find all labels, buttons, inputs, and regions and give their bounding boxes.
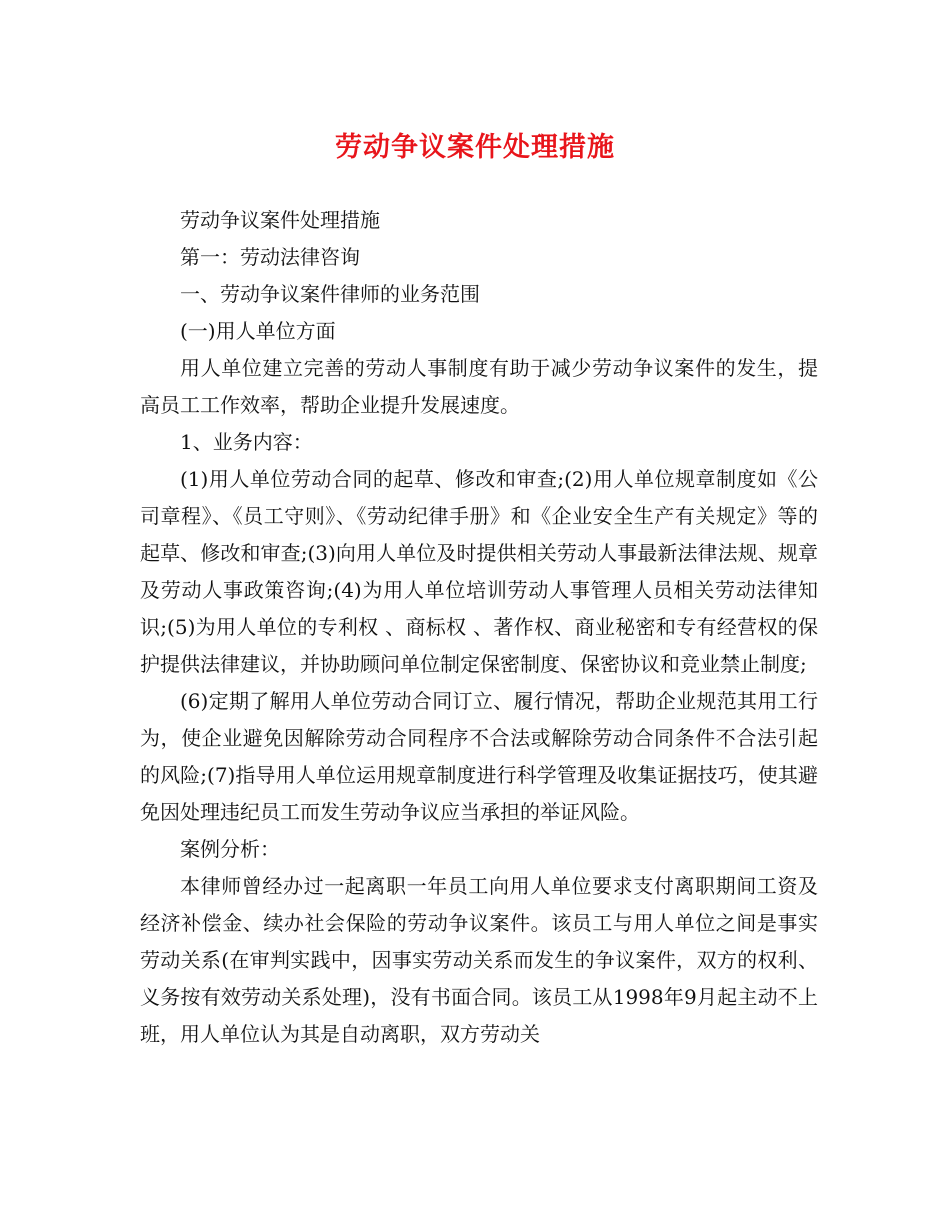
- paragraph: 劳动争议案件处理措施: [180, 208, 380, 232]
- document-body: [140, 202, 818, 1053]
- paragraph: 用人单位建立完善的劳动人事制度有助于减少劳动争议案件的发生，提高员工工作效率，帮助企业提升发展速度。: [140, 356, 818, 417]
- paragraph: (1)用人单位劳动合同的起草、修改和审查;(2)用人单位规章制度如《公司章程》、《员工守则》、《劳动纪律手册》和《企业安全生产有关规定》等的起草、修改和审查;(3)向用人单位及时提供相关劳动人事最新法律法规、规章及劳动人事政策咨询;(4)为用人单位培训劳动人事管理人员相关劳动法律知识;(5)为用人单位的专利权 、商标权 、著作权、商业秘密和专有经营权的保护提供法律建议，并协助顾问单位制定保密制度、保密协议和竞业禁止制度;: [140, 467, 818, 676]
- paragraph: 本律师曾经办过一起离职一年员工向用人单位要求支付离职期间工资及经济补偿金、续办社会保险的劳动争议案件。该员工与用人单位之间是事实劳动关系(在审判实践中，因事实劳动关系而发生的争议案件，双方的权利、义务按有效劳动关系处理)，没有书面合同。该员工从1998年9月起主动不上班，用人单位认为其是自动离职，双方劳动关: [140, 874, 818, 1046]
- paragraph: 第一：劳动法律咨询: [180, 245, 360, 269]
- paragraph: 1、业务内容：: [180, 430, 313, 454]
- paragraph: 一、劳动争议案件律师的业务范围: [180, 282, 480, 306]
- paragraph: (一)用人单位方面: [180, 319, 336, 343]
- document-title: 劳动争议案件处理措施: [335, 132, 615, 163]
- paragraph: (6)定期了解用人单位劳动合同订立、履行情况，帮助企业规范其用工行为，使企业避免因解除劳动合同程序不合法或解除劳动合同条件不合法引起的风险;(7)指导用人单位运用规章制度进行科学管理及收集证据技巧，使其避免因处理违纪员工而发生劳动争议应当承担的举证风险。: [140, 689, 818, 824]
- paragraph: 案例分析：: [180, 837, 280, 861]
